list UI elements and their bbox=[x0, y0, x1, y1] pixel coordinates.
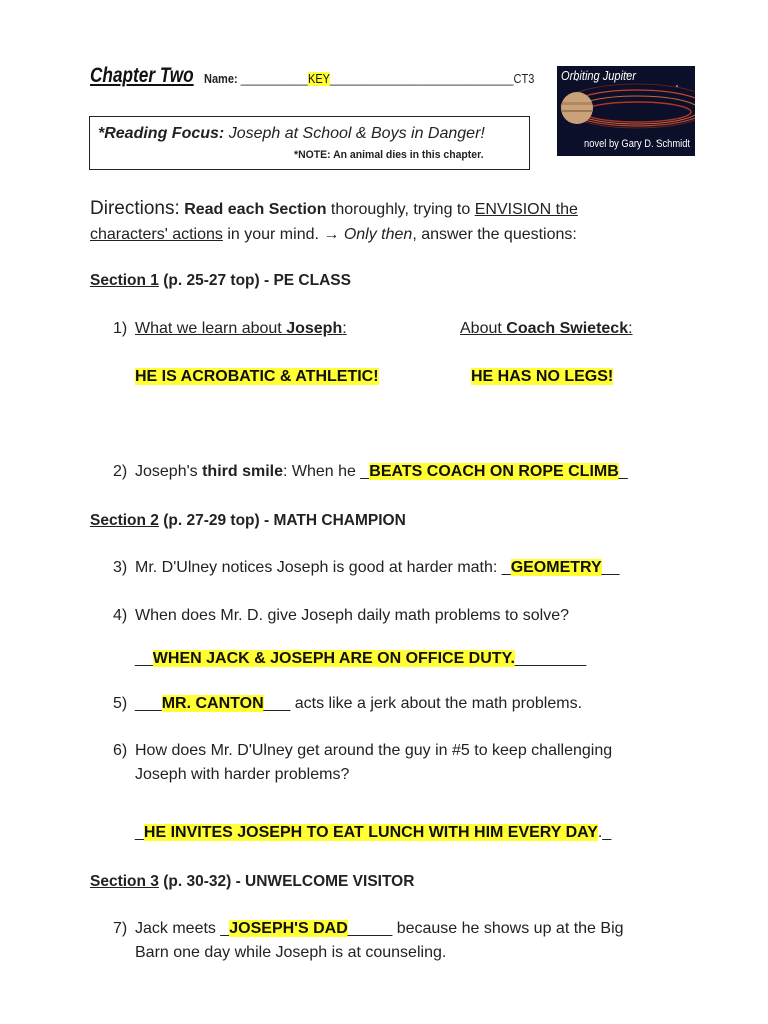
directions-text: thoroughly, trying to bbox=[326, 201, 475, 218]
cover-author: novel by Gary D. Schmidt bbox=[584, 138, 691, 150]
reading-focus-label: *Reading Focus: bbox=[98, 125, 225, 142]
question-7-line2: Barn one day while Joseph is at counseling. bbox=[135, 944, 447, 961]
section-3-heading bbox=[90, 873, 414, 891]
question-number: 3) bbox=[113, 559, 128, 576]
section-1-heading bbox=[90, 272, 351, 290]
animal-note: *NOTE: An animal dies in this chapter. bbox=[294, 149, 484, 161]
directions-text: , answer the questions: bbox=[412, 226, 577, 243]
section-detail: (p. 27-29 top) - MATH CHAMPION bbox=[158, 512, 406, 529]
question-4 bbox=[0, 607, 768, 629]
section-2-heading bbox=[90, 512, 406, 530]
section-name: Section 2 bbox=[90, 512, 159, 529]
chapter-title: Chapter Two bbox=[90, 64, 194, 87]
question-6 bbox=[0, 742, 768, 764]
question-number: 4) bbox=[113, 607, 128, 624]
question-number: 1) bbox=[113, 320, 128, 337]
q1-left-prompt: What we learn about Joseph: bbox=[135, 320, 347, 337]
name-line bbox=[204, 72, 534, 86]
question-number: 6) bbox=[113, 742, 128, 759]
q6-answer: HE INVITES JOSEPH TO EAT LUNCH WITH HIM EVERY DAY bbox=[143, 824, 598, 841]
question-1 bbox=[0, 320, 768, 342]
question-text: How does Mr. D'Ulney get around the guy in #5 to keep challenging bbox=[135, 742, 613, 759]
question-6-line2: Joseph with harder problems? bbox=[135, 766, 350, 783]
q1-answer-right: HE HAS NO LEGS! bbox=[471, 368, 614, 385]
question-text: When does Mr. D. give Joseph daily math problems to solve? bbox=[135, 607, 569, 624]
q4-answer-line: __WHEN JACK & JOSEPH ARE ON OFFICE DUTY.________ bbox=[135, 650, 587, 667]
class-code: CT3 bbox=[513, 72, 535, 86]
reading-focus-text: Joseph at School & Boys in Danger! bbox=[228, 125, 485, 142]
question-2: 2) Joseph's third smile: When he _BEATS COACH ON ROPE CLIMB_ bbox=[113, 463, 628, 480]
directions-italic: Only then bbox=[343, 226, 413, 243]
section-detail: (p. 30-32) - UNWELCOME VISITOR bbox=[158, 873, 415, 890]
q3-answer: GEOMETRY bbox=[510, 559, 602, 576]
question-number: 7) bbox=[113, 920, 128, 937]
question-number: 5) bbox=[113, 695, 128, 712]
section-name: Section 1 bbox=[90, 272, 159, 289]
section-detail: (p. 25-27 top) - PE CLASS bbox=[158, 272, 351, 289]
name-blank-before: ___________ bbox=[240, 72, 309, 86]
q6-answer-line: _HE INVITES JOSEPH TO EAT LUNCH WITH HIM EVERY DAY._ bbox=[135, 824, 612, 841]
q2-answer: BEATS COACH ON ROPE CLIMB bbox=[369, 463, 619, 480]
question-5: 5) ___MR. CANTON___ acts like a jerk about the math problems. bbox=[113, 695, 583, 712]
question-7: 7) Jack meets _JOSEPH'S DAD_____ because he shows up at the Big bbox=[113, 920, 624, 937]
directions-text: in your mind. → bbox=[222, 226, 344, 243]
q1-answer-left: HE IS ACROBATIC & ATHLETIC! bbox=[135, 368, 379, 385]
q4-answer: WHEN JACK & JOSEPH ARE ON OFFICE DUTY. bbox=[152, 650, 515, 667]
name-blank-after: ______________________________ bbox=[330, 72, 514, 86]
name-label: Name: bbox=[204, 72, 238, 86]
cover-title: Orbiting Jupiter bbox=[561, 68, 636, 83]
q1-right-prompt: About Coach Swieteck: bbox=[460, 320, 633, 337]
q5-answer: MR. CANTON bbox=[161, 695, 264, 712]
reading-focus-line bbox=[98, 125, 485, 143]
directions-label: Directions: bbox=[90, 198, 180, 219]
q7-answer: JOSEPH'S DAD bbox=[229, 920, 348, 937]
directions-bold: Read each Section bbox=[184, 201, 327, 218]
name-value: KEY bbox=[308, 72, 331, 86]
question-3: 3) Mr. D'Ulney notices Joseph is good at harder math: _GEOMETRY__ bbox=[113, 559, 620, 576]
directions-underlined: ENVISION the characters' actions bbox=[90, 201, 578, 243]
question-number: 2) bbox=[113, 463, 128, 480]
section-name: Section 3 bbox=[90, 873, 159, 890]
directions bbox=[90, 196, 650, 247]
